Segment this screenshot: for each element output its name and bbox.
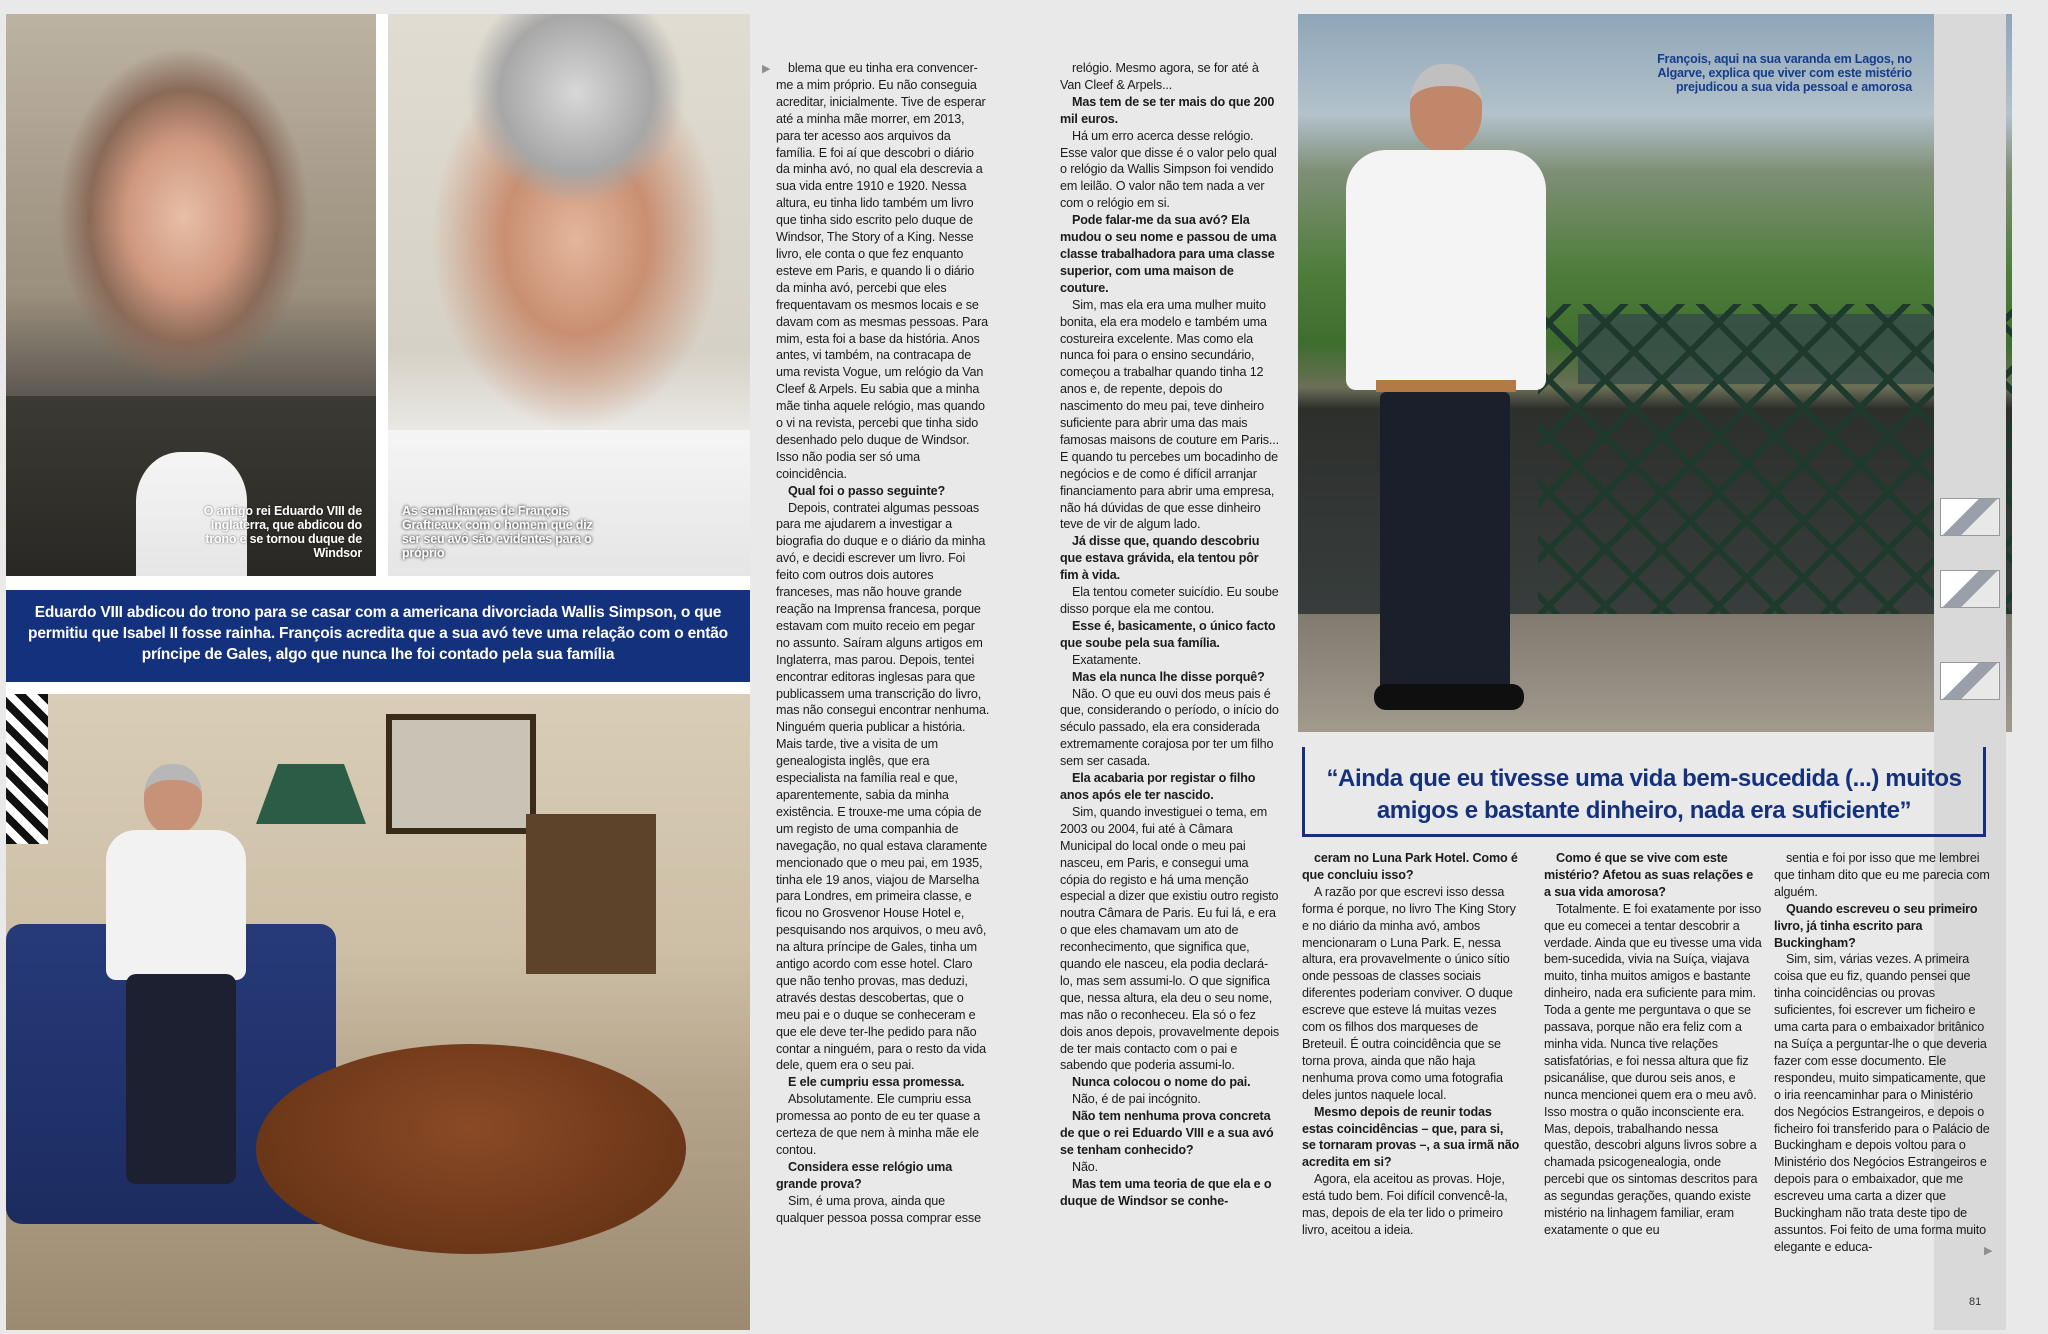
page-thumbnail[interactable] <box>1940 662 2000 700</box>
green-lamp <box>256 764 366 824</box>
article-column-1 <box>776 60 990 1227</box>
man-sitting-head <box>144 764 202 834</box>
interview-question: Já disse que, quando descobriu que estava grávida, ela tentou pôr fim à vida. <box>1060 534 1260 583</box>
article-paragraph: sentia e foi por isso que me lembrei que tinham dito que eu me parecia com alguém. <box>1774 851 1990 899</box>
magazine-spread <box>6 14 2006 1330</box>
article-paragraph: Sim, mas ela era uma mulher muito bonita, ela era modelo e também uma costureira excelente. Mas como ela nunca foi para o ensino secundário, começou a trabalhar quando tinha 12 anos e, de repente, depois do nascimento do meu pai, teve dinheiro suficiente para abrir uma das mais famosas maisons de couture em Paris... E quando tu percebes um bocadinho de negócios e de como é difícil arranjar financiamento para abrir uma empresa, não há dúvidas de que esse dinheiro teve de vir de algum lado. <box>1060 297 1279 532</box>
interview-question: Qual foi o passo seguinte? <box>788 483 946 498</box>
interview-question: Quando escreveu o seu primeiro livro, já tinha escrito para Buckingham? <box>1774 901 1978 950</box>
man-standing-shoes <box>1374 684 1524 710</box>
article-paragraph: Não. <box>1072 1159 1099 1174</box>
wall-mirror <box>386 714 536 834</box>
coffee-table <box>256 1044 686 1254</box>
article-paragraph: Exatamente. <box>1072 652 1142 667</box>
photo-francois <box>388 14 750 576</box>
page-thumbnail[interactable] <box>1940 498 2000 536</box>
interview-question: Mas tem uma teoria de que ela e o duque de Windsor se conhe- <box>1060 1176 1272 1208</box>
interview-question: Nunca colocou o nome do pai. <box>1072 1075 1251 1090</box>
man-standing-head <box>1410 64 1482 152</box>
interview-question: Não tem nenhuma prova concreta de que o rei Eduardo VIII e a sua avó se tenham conhecido? <box>1060 1109 1274 1157</box>
cabinet <box>526 814 656 974</box>
interview-question: E ele cumpriu essa promessa. <box>788 1075 965 1090</box>
caption-eduardo: O antigo rei Eduardo VIII de Inglaterra, que abdicou do trono e se tornou duque de Windsor <box>203 504 362 560</box>
man-sitting-shirt <box>106 830 246 980</box>
photo-balcony <box>1298 14 2012 732</box>
article-paragraph: Totalmente. E foi exatamente por isso que eu comecei a tentar descobrir a verdade. Ainda que eu tivesse uma vida bem-sucedida, vivia na Suíça, viajava muito, tinha muitos amigos e bastante dinheiro, nada era suficiente para mim. Toda a gente me perguntava o que se passava, porque não era feliz com a minha vida. Nunca tive relações satisfatórias, e foi nessa altura que fiz psicanálise, que durou seis anos, e nunca mencionei quem era o meu avô. Isso mostra o quão inconsciente era. Mas, depois, trabalhando nessa questão, descobri alguns livros sobre a chamada psicogenealogia, onde percebi que os sintomas descritos para as segundas gerações, quando existe mistério na linhagem familiar, eram exatamente o que eu <box>1544 901 1762 1237</box>
man-standing-shirt <box>1346 150 1546 390</box>
article-paragraph: Agora, ela aceitou as provas. Hoje, está tudo bem. Foi difícil convencê-la, mas, depois de ela ter lido o primeiro livro, aceitou a ideia. <box>1302 1172 1508 1237</box>
article-column-5 <box>1774 850 1992 1256</box>
article-paragraph: relógio. Mesmo agora, se for até à Van Cleef & Arpels... <box>1060 61 1259 92</box>
left-page <box>6 14 750 1330</box>
blue-banner: Eduardo VIII abdicou do trono para se casar com a americana divorciada Wallis Simpson, o que permitiu que Isabel II fosse rainha. François acredita que a sua avó teve uma relação com o então príncipe de Gales, algo que nunca lhe foi contado pela sua família <box>6 590 750 682</box>
photo-living-room <box>6 694 750 1330</box>
pull-quote: “Ainda que eu tivesse uma vida bem-sucedida (...) muitos amigos e bastante dinheiro, nada era suficiente” <box>1302 747 1986 837</box>
article-column-4 <box>1544 850 1762 1239</box>
article-paragraph: Depois, contratei algumas pessoas para me ajudarem a investigar a biografia do duque e o diário da minha avó, e decidi escrever um livro. Foi feito com outros dois autores franceses, mas não houve grande reação na Imprensa francesa, porque estavam com muito receio em pegar no assunto. Saíram alguns artigos em Inglaterra, mas parou. Depois, tentei encontrar editoras inglesas para que publicassem uma transcrição do livro, mas não consegui encontrar nenhuma. Ninguém queria publicar a história. Mais tarde, tive a visita de um genealogista inglês, que era especialista na família real e que, aparentemente, sabia da minha existência. E trouxe-me uma cópia de um registo de uma companhia de navegação, no qual estava claramente mencionado que o meu pai, em 1935, tinha ele 19 anos, viajou de Marselha para Londres, em primeira classe, e ficou no Grosvenor House Hotel e, pesquisando nos arquivos, o meu avô, na altura príncipe de Gales, tinha um antigo acordo com esse hotel. Claro que não tenho provas, mas deduzi, através destas descobertas, que o meu pai e o duque se conheceram e que ele deve ter-lhe pedido para não contar a ninguém, para o resto da vida dele, quem era o seu pai. <box>776 500 990 1073</box>
interview-question: Pode falar-me da sua avó? Ela mudou o seu nome e passou de uma classe trabalhadora para uma classe superior, com uma maison de couture. <box>1060 213 1277 295</box>
man-standing-belt <box>1376 380 1516 392</box>
article-paragraph: Há um erro acerca desse relógio. Esse valor que disse é o valor pelo qual o relógio da Wallis Simpson foi vendido em leilão. O valor não tem nada a ver com o relógio em si. <box>1060 128 1277 211</box>
interview-question: Mas tem de se ter mais do que 200 mil euros. <box>1060 94 1275 126</box>
article-paragraph: Não. O que eu ouvi dos meus pais é que, considerando o período, o início do século passado, ela era considerada extremamente corajosa por ter um filho sem ser casada. <box>1060 686 1279 769</box>
article-paragraph: blema que eu tinha era convencer-me a mim próprio. Eu não conseguia acreditar, inicialmente. Tive de esperar até a minha mãe morrer, em 2013, para ter acesso aos arquivos da família. E foi aí que descobri o diário da minha avó, no qual ela descrevia a sua vida entre 1910 e 1920. Nessa altura, eu tinha lido também um livro que tinha sido escrito pelo duque de Windsor, The Story of a King. Nesse livro, ele conta o que fez enquanto esteve em Paris, e quando li o diário da minha avó, percebi que eles frequentavam os mesmos locais e se davam com as mesmas pessoas. Para mim, esta foi a base da história. Anos antes, vi também, na contracapa de uma revista Vogue, um relógio da Van Cleef & Arpels. Eu sabia que a minha mãe tinha aquele relógio, mas quando o vi na revista, percebi que tinha sido desenhado pelo duque de Windsor. Isso não podia ser só uma coincidência. <box>776 61 989 481</box>
interview-question: Ela acabaria por registar o filho anos após ele ter nascido. <box>1060 771 1256 802</box>
triangle-right-icon: ▶ <box>762 63 771 75</box>
man-standing-legs <box>1380 392 1510 692</box>
interview-question: Mesmo depois de reunir todas estas coincidências – que, para si, se tornaram provas –, a sua irmã não acredita em si? <box>1302 1104 1520 1170</box>
interview-question: Mas ela nunca lhe disse porquê? <box>1072 669 1265 684</box>
man-sitting <box>86 764 266 1184</box>
wall-art <box>6 694 48 844</box>
man-standing <box>1318 54 1568 714</box>
interview-question: Como é que se vive com este mistério? Afetou as suas relações e a sua vida amorosa? <box>1544 851 1754 899</box>
article-column-2 <box>1060 60 1280 1210</box>
triangle-right-icon: ▶ <box>1984 1245 1993 1257</box>
interview-question: Esse é, basicamente, o único facto que soube pela sua família. <box>1060 618 1276 650</box>
article-paragraph: Sim, quando investiguei o tema, em 2003 ou 2004, fui até à Câmara Municipal do local onde o meu pai nasceu, em Paris, e consegui uma cópia do registo e há uma menção especial a dizer que existiu outro registo noutra Câmara de Paris. Eu fui lá, e era o que eles chamavam um ato de reconhecimento, que significa que, quando ele nasceu, ela podia declará-lo, mas sem assumi-lo. O que significa que, nessa altura, ela deu o seu nome, mas não o reconheceu. Ela só o fez dois anos depois, provavelmente depois de ter mais contacto com o pai e sabendo que poderia assumi-lo. <box>1060 804 1280 1073</box>
caption-francois: As semelhanças de François Graftieaux com o homem que diz ser seu avô são evidentes para o próprio <box>402 504 593 560</box>
interview-question: Considera esse relógio uma grande prova? <box>776 1159 953 1191</box>
interview-question: ceram no Luna Park Hotel. Como é que concluiu isso? <box>1302 851 1518 882</box>
photo-eduardo-viii <box>6 14 376 576</box>
page-number: 81 <box>1969 1296 1982 1308</box>
article-paragraph: Ela tentou cometer suicídio. Eu soube disso porque ela me contou. <box>1060 585 1279 616</box>
article-paragraph: Absolutamente. Ele cumpriu essa promessa ao ponto de eu ter quase a certeza de que nem à minha mãe ele contou. <box>776 1092 981 1157</box>
article-paragraph: A razão por que escrevi isso dessa forma é porque, no livro The King Story e no diário da minha avó, ambos mencionaram o Luna Park. E, nessa altura, era provavelmente o único sítio onde pessoas de classes sociais diferentes poderiam conviver. O duque escreve que esteve lá muitas vezes com os filhos dos marqueses de Breteuil. É outra coincidência que se torna prova, ainda que não haja nenhuma prova como uma fotografia deles juntos naquele local. <box>1302 884 1516 1102</box>
article-paragraph: Não, é de pai incógnito. <box>1072 1092 1201 1107</box>
article-column-3 <box>1302 850 1520 1239</box>
article-paragraph: Sim, sim, várias vezes. A primeira coisa que eu fiz, quando pensei que tinha coincidências ou provas suficientes, foi escrever um ficheiro e uma carta para o embaixador britânico na Suíça a perguntar-lhe o que deveria fazer com esse documento. Ele respondeu, muito simpaticamente, que o iria reencaminhar para o Ministério dos Negócios Estrangeiros, e depois o ficheiro foi transferido para o Palácio de Buckingham e depois voltou para o Ministério dos Negócios Estrangeiros e depois para o embaixador, que me escreveu uma carta a dizer que Buckingham não trata deste tipo de assuntos. Foi feito de uma forma muito elegante e educa- <box>1774 952 1990 1254</box>
article-paragraph: Sim, é uma prova, ainda que qualquer pessoa possa comprar esse <box>776 1193 981 1225</box>
page-thumbnail[interactable] <box>1940 570 2000 608</box>
man-sitting-legs <box>126 974 236 1184</box>
caption-balcony: François, aqui na sua varanda em Lagos, no Algarve, explica que viver com este mistério prejudicou a sua vida pessoal e amorosa <box>1657 52 1912 94</box>
